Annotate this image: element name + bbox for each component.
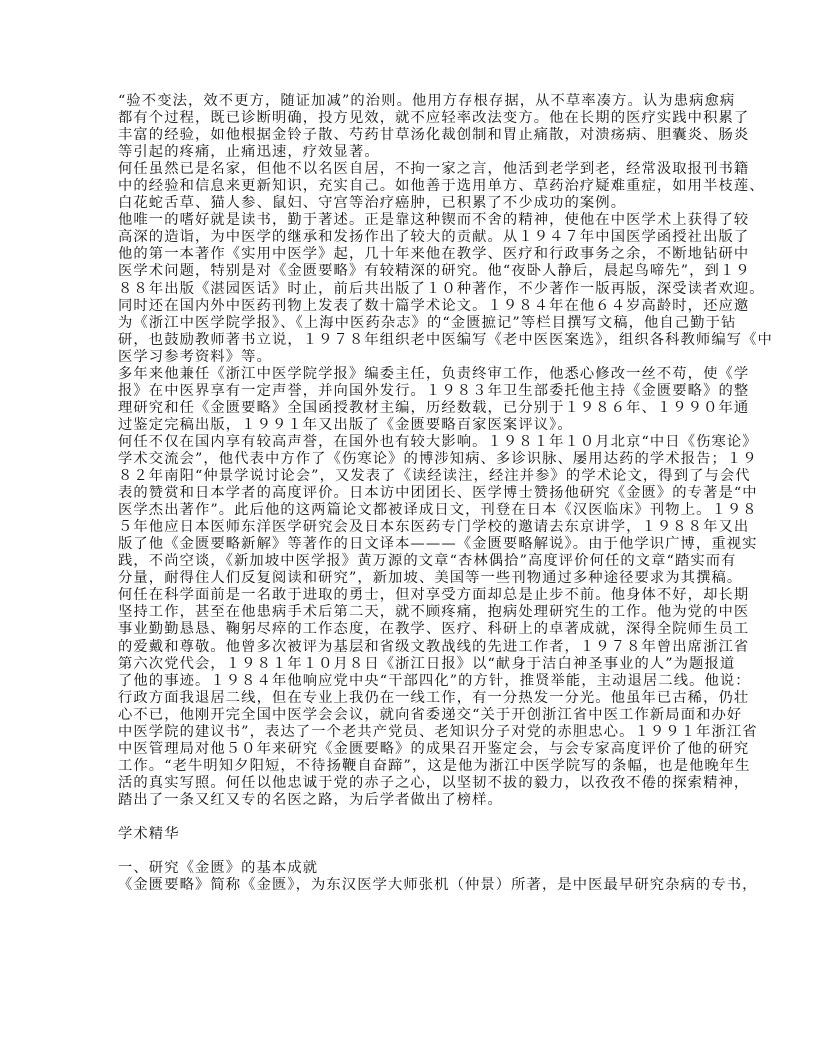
paragraph-line: “验不变法，效不更方，随证加减”的治则。他用方存根存据，从不草率凑方。认为患病愈病 <box>118 93 736 109</box>
paragraph <box>118 161 765 212</box>
paragraph <box>118 93 750 161</box>
paragraph-line: 丰富的经验，如他根据金铃子散、芍药甘草汤化裁创制和胃止痛散，对溃疡病、胆囊炎、肠炎 <box>118 127 750 144</box>
spacer <box>118 809 718 826</box>
paragraph-line: 的爱戴和尊敬。他曾多次被评为基层和省级文教战线的先进工作者，１９７８年曾出席浙江省 <box>118 638 750 655</box>
paragraph-line: 分量，耐得住人们反复阅读和研究”，新加坡、美国等一些刊物通过多种途径要求为其撰稿。 <box>118 570 743 587</box>
paragraph-line: 医学杰出著作”。此后他的这两篇论文都被译成日文，刊登在日本《汉医临床》刊物上。１９８ <box>118 502 758 519</box>
paragraph-line: 版了他《金匮要略新解》等著作的日文译本———《金匮要略解说》。由于他学识广博，重视实 <box>118 536 758 553</box>
paragraph-line: 研，也鼓励教师著书立说，１９７８年组织老中医编写《老中医医案选》，组织各科教师编写《中 <box>118 331 773 348</box>
paragraph-line: 第六次党代会，１９８１年１０月８日《浙江日报》以“献身于洁白神圣事业的人”为题报道 <box>118 655 736 672</box>
paragraph-line: 高深的造诣，为中医学的继承和发扬作出了较大的贡献。从１９４７年中国医学函授社出版了 <box>118 229 750 246</box>
paragraph <box>118 365 750 434</box>
paragraph-line: 他唯一的嗜好就是读书，勤于著述。正是靠这种锲而不舍的精神，使他在中医学术上获得了较 <box>118 212 750 229</box>
paragraph-line: 他的第一本著作《实用中医学》起，几十年来他在教学、医疗和行政事务之余，不断地钻研中 <box>118 246 750 263</box>
paragraph-line: 中医管理局对他５０年来研究《金匮要略》的成果召开鉴定会，与会专家高度评价了他的研究 <box>118 740 750 757</box>
paragraph-line: 过鉴定完稿出版，１９９１年又出版了《金匮要略百家医案评议》。 <box>118 416 573 433</box>
paragraph-line: 为《浙江中医学院学报》、《上海中医药杂志》的“金匮摭记”等栏目撰写文稿，他自己勤于钻 <box>118 314 737 331</box>
paragraph <box>118 587 758 809</box>
paragraph-line: 心不已，他刚开完全国中医学会会议，就向省委递交“关于开创浙江省中医工作新局面和办好 <box>118 706 743 723</box>
paragraph-line: 都有个过程，既已诊断明确，投方见效，就不应轻率改法变方。他在长期的医疗实践中积累了 <box>118 110 750 127</box>
paragraph-line: 中的经验和信息来更新知识，充实自己。如他善于选用单方、草药治疗疑难重症，如用半枝莲、 <box>118 178 765 195</box>
paragraph-line: 医学习参考资料》等。 <box>118 348 272 365</box>
paragraph-line: 何任虽然已是名家，但他不以名医自居，不拘一家之言，他活到老学到老，经常汲取报刊书籍 <box>118 161 750 178</box>
paragraph-line: 白花蛇舌草、猫人参、鼠妇、守宫等治疗癌肿，已积累了不少成功的案例。 <box>118 195 627 212</box>
paragraph-line: 《金匮要略》简称《金匮》，为东汉医学大师张机（仲景）所著，是中医最早研究杂病的专书， <box>118 877 758 894</box>
paragraph-line: 医学术问题，特别是对《金匮要略》有较精深的研究。他“夜卧人静后，晨起鸟啼先”，到１９ <box>118 263 751 280</box>
paragraph-line: ８２年南阳“仲景学说讨论会”，又发表了《读经读注，经注并参》的学术论文，得到了与会代 <box>118 468 751 485</box>
paragraph-line: 同时还在国内外中医药刊物上发表了数十篇学术论文。１９８４年在他６４岁高龄时，还应邀 <box>118 297 750 314</box>
paragraph-line: ５年他应日本医师东洋医学研究会及日本东医药专门学校的邀请去东京讲学，１９８８年又出 <box>118 519 750 536</box>
paragraph-line: 踏出了一条又红又专的名医之路，为后学者做出了榜样。 <box>118 791 503 808</box>
paragraph-line: 多年来他兼任《浙江中医学院学报》编委主任，负责终审工作，他悉心修改一丝不苟，使《学 <box>118 365 750 382</box>
paragraph-line: 报》在中医界享有一定声誉，并向国外发行。１９８３年卫生部委托他主持《金匮要略》的整 <box>118 382 750 399</box>
paragraph-line: 活的真实写照。何任以他忠诚于党的赤子之心，以坚韧不拔的毅力，以孜孜不倦的探索精神， <box>118 774 750 791</box>
paragraph <box>118 433 758 587</box>
document-page <box>118 93 773 894</box>
paragraph-line: 中医学院的建议书”，表达了一个老共产党员、老知识分子对党的赤胆忠心。１９９１年浙江省 <box>118 723 758 740</box>
paragraph <box>118 212 773 365</box>
paragraph-line: 践，不尚空谈，《新加坡中医学报》黄万源的文章“杏林偶拾”高度评价何任的文章“踏实而有 <box>118 553 737 570</box>
paragraph-line: 何任在科学面前是一名敢于进取的勇士，但对享受方面却总是止步不前。他身体不好，却长期 <box>118 587 750 604</box>
paragraph-line: 工作。“老牛明知夕阳短，不待扬鞭自奋蹄”，这是他为浙江中医学院写的条幅，也是他晚年生 <box>118 757 751 774</box>
paragraph-line: 理研究和任《金匮要略》全国函授教材主编，历经数载，已分别于１９８６年、１９９０年通 <box>118 399 750 416</box>
paragraph-line: 等引起的疼痛，止痛迅速，疗效显著。 <box>118 144 380 161</box>
spacer <box>118 843 718 860</box>
paragraph-line: 行政方面我退居二线，但在专业上我仍在一线工作，有一分热发一分光。他虽年已古稀，仍壮 <box>118 689 750 706</box>
body-text <box>118 93 773 809</box>
paragraph-line: ８８年出版《湛园医话》时止，前后共出版了１０种著作，不少著作一版再版，深受读者欢迎。 <box>118 280 765 297</box>
paragraph-line: 何任不仅在国内享有较高声誉，在国外也有较大影响。１９８１年１０月北京“中日《伤寒论》 <box>118 433 758 450</box>
paragraph-line: 表的赞赏和日本学者的高度评价。日本访中团团长、医学博士赞扬他研究《金匮》的专著是“中 <box>118 485 758 502</box>
paragraph-line: 坚持工作，甚至在他患病手术后第二天，就不顾疼痛，抱病处理研究生的工作。他为党的中医 <box>118 604 750 621</box>
paragraph-line: 了他的事迹。１９８４年他响应党中央“干部四化”的方针，推贤举能，主动退居二线。他说： <box>118 672 751 689</box>
paragraph-line: 学术交流会”，他代表中方作了《伤寒论》的博涉知病、多诊识脉、屡用达药的学术报告；１９ <box>118 450 758 467</box>
paragraph-line: 事业勤勤恳恳、鞠躬尽瘁的工作态度，在教学、医疗、科研上的卓著成就，深得全院师生员工 <box>118 621 750 638</box>
section-heading: 学术精华 <box>118 826 180 843</box>
subsection-heading: 一、研究《金匮》的基本成就 <box>118 860 319 877</box>
